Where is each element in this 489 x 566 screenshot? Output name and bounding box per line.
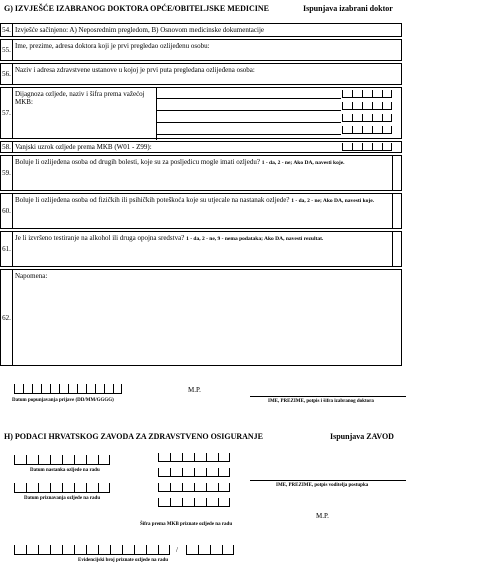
record-separator: / (176, 546, 178, 554)
doctor-signature-label: IME, PREZIME, potpis i šifra izabranog doktora (268, 399, 374, 404)
row-60[interactable] (0, 193, 402, 229)
row-label: Naziv i adresa zdravstvene ustanove u kojoj je prvi puta pregledana ozlijeđena osoba: (15, 66, 255, 74)
officer-signature-line[interactable] (250, 480, 406, 481)
stamp-label-h: M.P. (316, 512, 329, 520)
mkb-code-field-1[interactable] (342, 90, 392, 98)
mkb-code-grid[interactable] (158, 453, 230, 513)
row-61[interactable] (0, 231, 402, 267)
answer-box[interactable] (392, 232, 402, 267)
mkb-code-field-3[interactable] (342, 114, 392, 122)
row-number: 54. (1, 24, 13, 36)
section-h-title: H) PODACI HRVATSKOG ZAVODA ZA ZDRAVSTVENO OSIGURANJE (4, 432, 264, 441)
row-label: Boluje li ozlijeđena osoba od drugih bolesti, koje su za posljedicu mogle imati ozljedu? 1 - da, 2 - ne; Ako DA, navesti koje. (15, 158, 345, 166)
row-62[interactable] (0, 269, 402, 366)
row-label: Ime, prezime, adresa doktora koji je prvi pregledao ozlijeđenu osobu: (15, 42, 210, 50)
row-54[interactable] (0, 23, 402, 37)
row-label: Izvješće sačinjeno: A) Neposrednim pregledom, B) Osnovom medicinske dokumentacije (15, 26, 265, 34)
row-number: 60. (1, 194, 13, 228)
row-number: 59. (1, 156, 13, 190)
mkb-code-field-4[interactable] (342, 126, 392, 134)
row-number: 56. (1, 64, 13, 84)
row-59[interactable] (0, 155, 402, 191)
record-number-label: Evidencijski broj priznate ozljede na radu (78, 558, 169, 563)
section-g-filler: Ispunjava izabrani doktor (303, 4, 393, 13)
mkb-code-label: Šifra prema MKB priznate ozljede na radu (140, 522, 233, 527)
row-label: Boluje li ozlijeđena osoba od fizičkih ili psihičkih poteškoća koje su utjecale na nastanak ozljede? 1 - da, 2 - ne; Ako DA, navesti koje. (15, 196, 375, 204)
answer-box[interactable] (392, 194, 402, 229)
external-cause-code[interactable] (342, 143, 392, 151)
row-number: 62. (1, 270, 13, 365)
row-label: Napomena: (15, 272, 48, 280)
injury-date-field[interactable] (14, 455, 110, 465)
stamp-label: M.P. (188, 386, 201, 394)
row-number: 58. (1, 142, 13, 152)
answer-box[interactable] (392, 156, 402, 191)
row-label: Je li izvršeno testiranje na alkohol ili druga opojna sredstva? 1 - da, 2 - ne, 9 - nema podataka; Ako DA, navesti rezultat. (15, 234, 324, 242)
section-g-title: G) IZVJEŠĆE IZABRANOG DOKTORA OPĆE/OBITELJSKE MEDICINE (4, 4, 270, 13)
record-number-field[interactable] (14, 545, 170, 555)
doctor-signature-line[interactable] (250, 396, 406, 397)
row-label: Dijagnoza ozljede, naziv i šifra prema važećoj MKB: (15, 90, 145, 106)
row-58[interactable] (0, 141, 402, 153)
officer-signature-label: IME, PREZIME, potpis voditelja postupka (276, 483, 369, 488)
row-57[interactable] (0, 87, 402, 139)
row-number: 61. (1, 232, 13, 266)
recognition-date-field[interactable] (14, 483, 110, 493)
row-55[interactable] (0, 39, 402, 61)
row-label: Vanjski uzrok ozljede prema MKB (W01 - Z99): (15, 143, 152, 151)
mkb-code-field-2[interactable] (342, 102, 392, 110)
row-56[interactable] (0, 63, 402, 85)
row-number: 55. (1, 40, 13, 60)
recognition-date-label: Datum priznavanja ozljede na radu (24, 496, 101, 501)
injury-date-label: Datum nastanka ozljede na radu (30, 468, 100, 473)
fill-date-field[interactable] (14, 384, 122, 394)
section-h-filler: Ispunjava ZAVOD (330, 432, 394, 441)
record-year-field[interactable] (186, 545, 234, 555)
fill-date-label: Datum popunjavanja prijave (DD/MM/GGGG) (12, 398, 114, 403)
row-number: 57. (1, 88, 13, 138)
